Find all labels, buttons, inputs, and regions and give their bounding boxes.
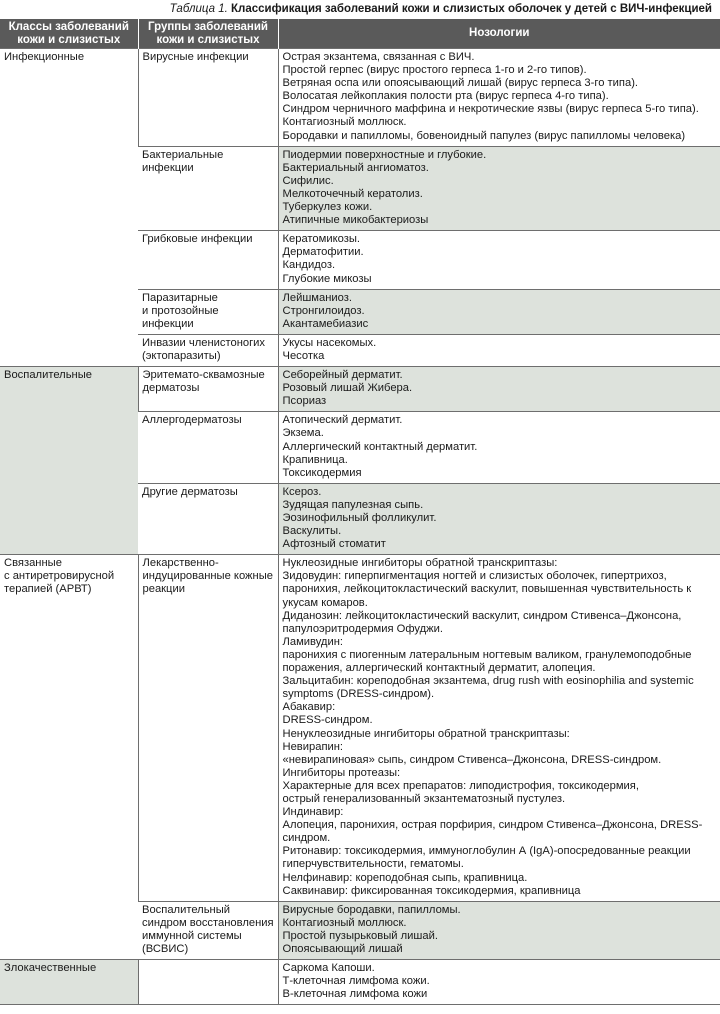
group-name-line: Лекарственно- (142, 557, 219, 570)
group-name-line: Бактериальные (142, 148, 224, 161)
nosology-item: Эозинофильный фолликулит. (282, 512, 437, 524)
nosology-item: Токсикодермия (282, 466, 362, 479)
nosology-item: Пиодермии поверхностные и глубокие. (282, 148, 487, 161)
nosology-item: Дерматофитии. (282, 246, 364, 259)
table-row (0, 367, 720, 412)
nosology-cell (278, 146, 720, 231)
nosology-cell (278, 367, 720, 412)
nosology-item: Алопеция, паронихия, острая порфирия, синдром Стивенса–Джонсона, DRESS-синдром. (282, 819, 703, 845)
group-name-line: Инвазии членистоногих (142, 336, 266, 349)
nosology-item: Псориаз (282, 395, 327, 408)
header-nosology: Нозологии (278, 19, 720, 49)
nosology-item: Нелфинавир: кореподобная сыпь, крапивница. (282, 871, 528, 884)
class-name-line: терапией (АРВТ) (4, 583, 92, 596)
class-name-line: Инфекционные (4, 51, 85, 63)
group-cell (138, 483, 278, 554)
nosology-item: Бородавки и папилломы, бовеноидный папулез (вирус папилломы человека) (282, 129, 686, 142)
nosology-item: Контагиозный моллюск. (282, 116, 407, 129)
nosology-item: Афтозный стоматит (282, 538, 386, 551)
nosology-item: Простой герпес (вирус простого герпеса 1-го и 2-го типов). (282, 64, 587, 77)
nosology-item: Туберкулез кожи. (282, 201, 373, 214)
nosology-item: Зидовудин: гиперпигментация ногтей и слизистых оболочек, гипертрихоз, паронихия, лейкоцитокластический васкулит, повышенная чувствительность к укусам комаров. (282, 570, 692, 609)
nosology-item: Укусы насекомых. (282, 336, 377, 349)
class-cell (0, 367, 138, 555)
class-cell (0, 555, 138, 960)
group-cell (138, 901, 278, 959)
group-cell (138, 334, 278, 366)
nosology-item: Абакавир: (282, 701, 336, 714)
group-name-line: Другие дерматозы (142, 485, 238, 498)
nosology-cell (278, 334, 720, 366)
nosology-item: Простой пузырьковый лишай. (282, 929, 438, 942)
nosology-item: DRESS-синдром. (282, 714, 373, 727)
nosology-item: Т-клеточная лимфома кожи. (282, 975, 430, 988)
nosology-cell (278, 960, 720, 1005)
group-name-line: инфекции (142, 161, 194, 174)
nosology-cell (278, 49, 720, 147)
nosology-item: Диданозин: лейкоцитокластический васкулит, синдром Стивенса–Джонсона, папулоэритродермия Офуджи. (282, 609, 682, 635)
group-name-line: Грибковые инфекции (142, 233, 253, 246)
group-cell (138, 146, 278, 231)
nosology-item: Ксероз. (282, 485, 322, 498)
group-name-line: Вирусные инфекции (142, 51, 249, 63)
header-row (0, 19, 720, 49)
group-name-line: Паразитарные (142, 291, 218, 304)
caption-title: Классификация заболеваний кожи и слизистых оболочек у детей с ВИЧ-инфекцией (231, 3, 712, 15)
table-row (0, 555, 720, 901)
nosology-item: Сифилис. (282, 174, 334, 187)
group-cell (138, 289, 278, 334)
nosology-item: Лейшманиоз. (282, 291, 352, 304)
nosology-item: Ненуклеозидные ингибиторы обратной транскриптазы: (282, 727, 570, 740)
nosology-item: Синдром черничного маффина и некротические язвы (вирус герпеса 5-го типа). (282, 103, 699, 116)
nosology-item: Акантамебиазис (282, 317, 369, 330)
nosology-item: Ритонавир: токсикодермия, иммуноглобулин А (IgA)-опосредованные реакции гиперчувствительности, гематомы. (282, 845, 691, 871)
group-name-line: и протозойные (142, 304, 219, 317)
group-cell (138, 367, 278, 412)
header-groups (138, 19, 278, 49)
nosology-item: Себорейный дерматит. (282, 369, 403, 382)
nosology-item: Невирапин: (282, 740, 344, 753)
group-name-line: реакции (142, 583, 185, 596)
nosology-item: Кератомикозы. (282, 233, 360, 246)
nosology-cell (278, 289, 720, 334)
group-name-line: Аллергодерматозы (142, 414, 242, 427)
nosology-item: Розовый лишай Жибера. (282, 382, 413, 395)
nosology-cell (278, 901, 720, 959)
nosology-item: Вирусные бородавки, папилломы. (282, 903, 461, 916)
nosology-item: Саркома Капоши. (282, 962, 375, 975)
group-name-line: Эритемато-сквамозные (142, 369, 265, 382)
nosology-item: Нуклеозидные ингибиторы обратной транскриптазы: (282, 557, 558, 570)
class-name-line: с антиретровирусной (4, 570, 115, 583)
nosology-item: Ингибиторы протеазы: (282, 766, 401, 779)
nosology-item: Характерные для всех препаратов: липодистрофия, токсикодермия, (282, 779, 639, 792)
group-name-line: Воспалительный (142, 903, 231, 916)
nosology-item: Волосатая лейкоплакия полости рта (вирус герпеса 4-го типа). (282, 90, 609, 103)
group-name-line: иммунной системы (142, 929, 242, 942)
table-row (0, 49, 720, 147)
nosology-cell (278, 231, 720, 289)
group-cell (138, 555, 278, 901)
nosology-item: Экзема. (282, 427, 324, 440)
nosology-item: Ветряная оспа или опоясывающий лишай (вирус герпеса 3-го типа). (282, 77, 639, 90)
nosology-item: Контагиозный моллюск. (282, 916, 407, 929)
group-cell (138, 960, 278, 1005)
nosology-item: Стронгилоидоз. (282, 304, 365, 317)
group-name-line: (ВСВИС) (142, 943, 189, 955)
group-name-line: индуцированные кожные (142, 570, 273, 583)
nosology-item: Зудящая папулезная сыпь. (282, 498, 424, 511)
nosology-cell (278, 483, 720, 554)
nosology-cell (278, 555, 720, 901)
nosology-item: Ламивудин: (282, 635, 343, 648)
nosology-item: Опоясывающий лишай (282, 943, 403, 955)
header-classes-line: Классы заболеваний (8, 20, 129, 33)
caption-label: Таблица 1. (169, 3, 228, 15)
class-name-line: Злокачественные (4, 962, 97, 975)
group-name-line: синдром восстановления (142, 916, 274, 929)
group-name-line: (эктопаразиты) (142, 349, 221, 362)
nosology-item: Бактериальный ангиоматоз. (282, 161, 429, 174)
header-classes (0, 19, 138, 49)
class-name-line: Воспалительные (4, 369, 92, 382)
nosology-item: Кандидоз. (282, 259, 336, 272)
nosology-item: острый генерализованный экзантематозный пустулез. (282, 792, 566, 805)
classification-table (0, 19, 720, 1005)
class-cell (0, 49, 138, 367)
nosology-item: Индинавир: (282, 806, 344, 819)
nosology-item: «невирапиновая» сыпь, синдром Стивенса–Джонсона, DRESS-синдром. (282, 753, 662, 766)
nosology-item: Васкулиты. (282, 525, 342, 538)
header-groups-line: кожи и слизистых (156, 33, 260, 46)
group-cell (138, 412, 278, 483)
nosology-cell (278, 412, 720, 483)
group-name-line: дерматозы (142, 382, 200, 395)
nosology-item: Глубокие микозы (282, 272, 372, 285)
table-row (0, 960, 720, 1005)
group-name-line: инфекции (142, 317, 194, 330)
nosology-item: В-клеточная лимфома кожи (282, 988, 428, 1001)
header-groups-line: Группы заболеваний (147, 20, 268, 33)
header-classes-line: кожи и слизистых (17, 33, 121, 46)
nosology-item: Мелкоточечный кератолиз. (282, 187, 423, 200)
nosology-item: Атопический дерматит. (282, 414, 403, 427)
nosology-item: Чесотка (282, 349, 325, 362)
group-cell (138, 231, 278, 289)
nosology-item: Атипичные микобактериозы (282, 214, 429, 227)
nosology-item: Аллергический контактный дерматит. (282, 440, 478, 453)
nosology-item: Саквинавир: фиксированная токсикодермия, крапивница (282, 884, 581, 897)
table-caption (0, 0, 712, 18)
nosology-item: Острая экзантема, связанная с ВИЧ. (282, 51, 475, 63)
class-cell (0, 960, 138, 1005)
nosology-item: Зальцитабин: кореподобная экзантема, drug rush with eosinophilia and systemic symptoms (DRESS-синдром). (282, 675, 694, 701)
nosology-item: Крапивница. (282, 453, 348, 466)
nosology-item: паронихия с пиогенным латеральным ногтевым валиком, гранулемоподобные поражения, аллергический контактный дерматит, алопеция. (282, 648, 692, 675)
group-cell (138, 49, 278, 147)
class-name-line: Связанные (4, 557, 62, 570)
